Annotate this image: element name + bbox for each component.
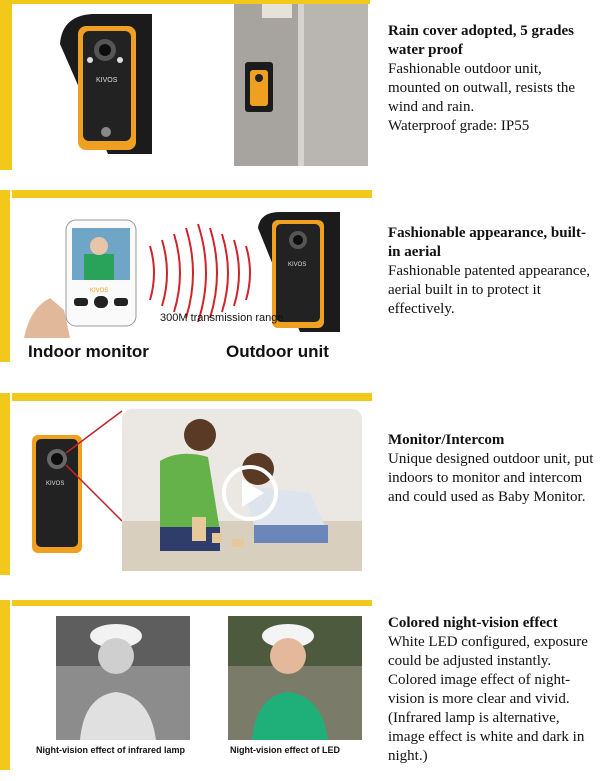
image-panel (10, 606, 368, 771)
feature-text (388, 224, 594, 319)
indoor-outdoor-units-image (10, 198, 368, 364)
led-caption: Night-vision effect of LED (230, 745, 340, 755)
feature-extra: Waterproof grade: IP55 (388, 118, 530, 134)
indoor-monitor-label: Indoor monitor (28, 342, 149, 361)
accent-bar (0, 393, 10, 575)
brand-text: KIVOS (90, 288, 109, 294)
feature-section-waterproof (0, 0, 600, 180)
accent-bar-top (12, 393, 372, 401)
baby-monitor-image (10, 401, 368, 575)
brand-text: KIVOS (46, 481, 65, 487)
accent-bar (0, 0, 12, 170)
feature-text (388, 22, 594, 136)
image-panel (12, 4, 368, 166)
range-label: 300M transmission range (160, 312, 284, 324)
brand-text: KIVOS (288, 262, 307, 268)
feature-title: Fashionable appearance, built-in aerial (388, 225, 586, 260)
feature-title: Monitor/Intercom (388, 432, 505, 448)
feature-section-monitor (0, 393, 600, 583)
feature-description: White LED configured, exposure could be adjusted instantly. Colored image effect of night-vision is more clear and vivid. (Infrared lamp is alternative, image effect is white and dark in night.) (388, 634, 588, 764)
accent-bar (0, 600, 10, 770)
accent-bar-top (12, 190, 372, 198)
infrared-caption: Night-vision effect of infrared lamp (36, 745, 186, 755)
feature-section-night-vision (0, 600, 600, 781)
feature-text (388, 614, 594, 766)
brand-text: KIVOS (96, 77, 118, 84)
feature-section-appearance (0, 190, 600, 375)
feature-description: Unique designed outdoor unit, put indoors to monitor and intercom and could used as Baby Monitor. (388, 451, 594, 505)
accent-bar (0, 190, 10, 362)
outdoor-unit-label: Outdoor unit (226, 342, 329, 361)
feature-description: Fashionable outdoor unit, mounted on outwall, resists the wind and rain. (388, 61, 576, 115)
feature-description: Fashionable patented appearance, aerial built in to protect it effectively. (388, 263, 590, 317)
feature-title: Colored night-vision effect (388, 615, 558, 631)
image-panel (10, 401, 368, 575)
feature-text (388, 431, 594, 507)
feature-title: Rain cover adopted, 5 grades water proof (388, 23, 574, 58)
image-panel (10, 198, 368, 364)
outdoor-unit-rain-cover-image (12, 4, 368, 166)
